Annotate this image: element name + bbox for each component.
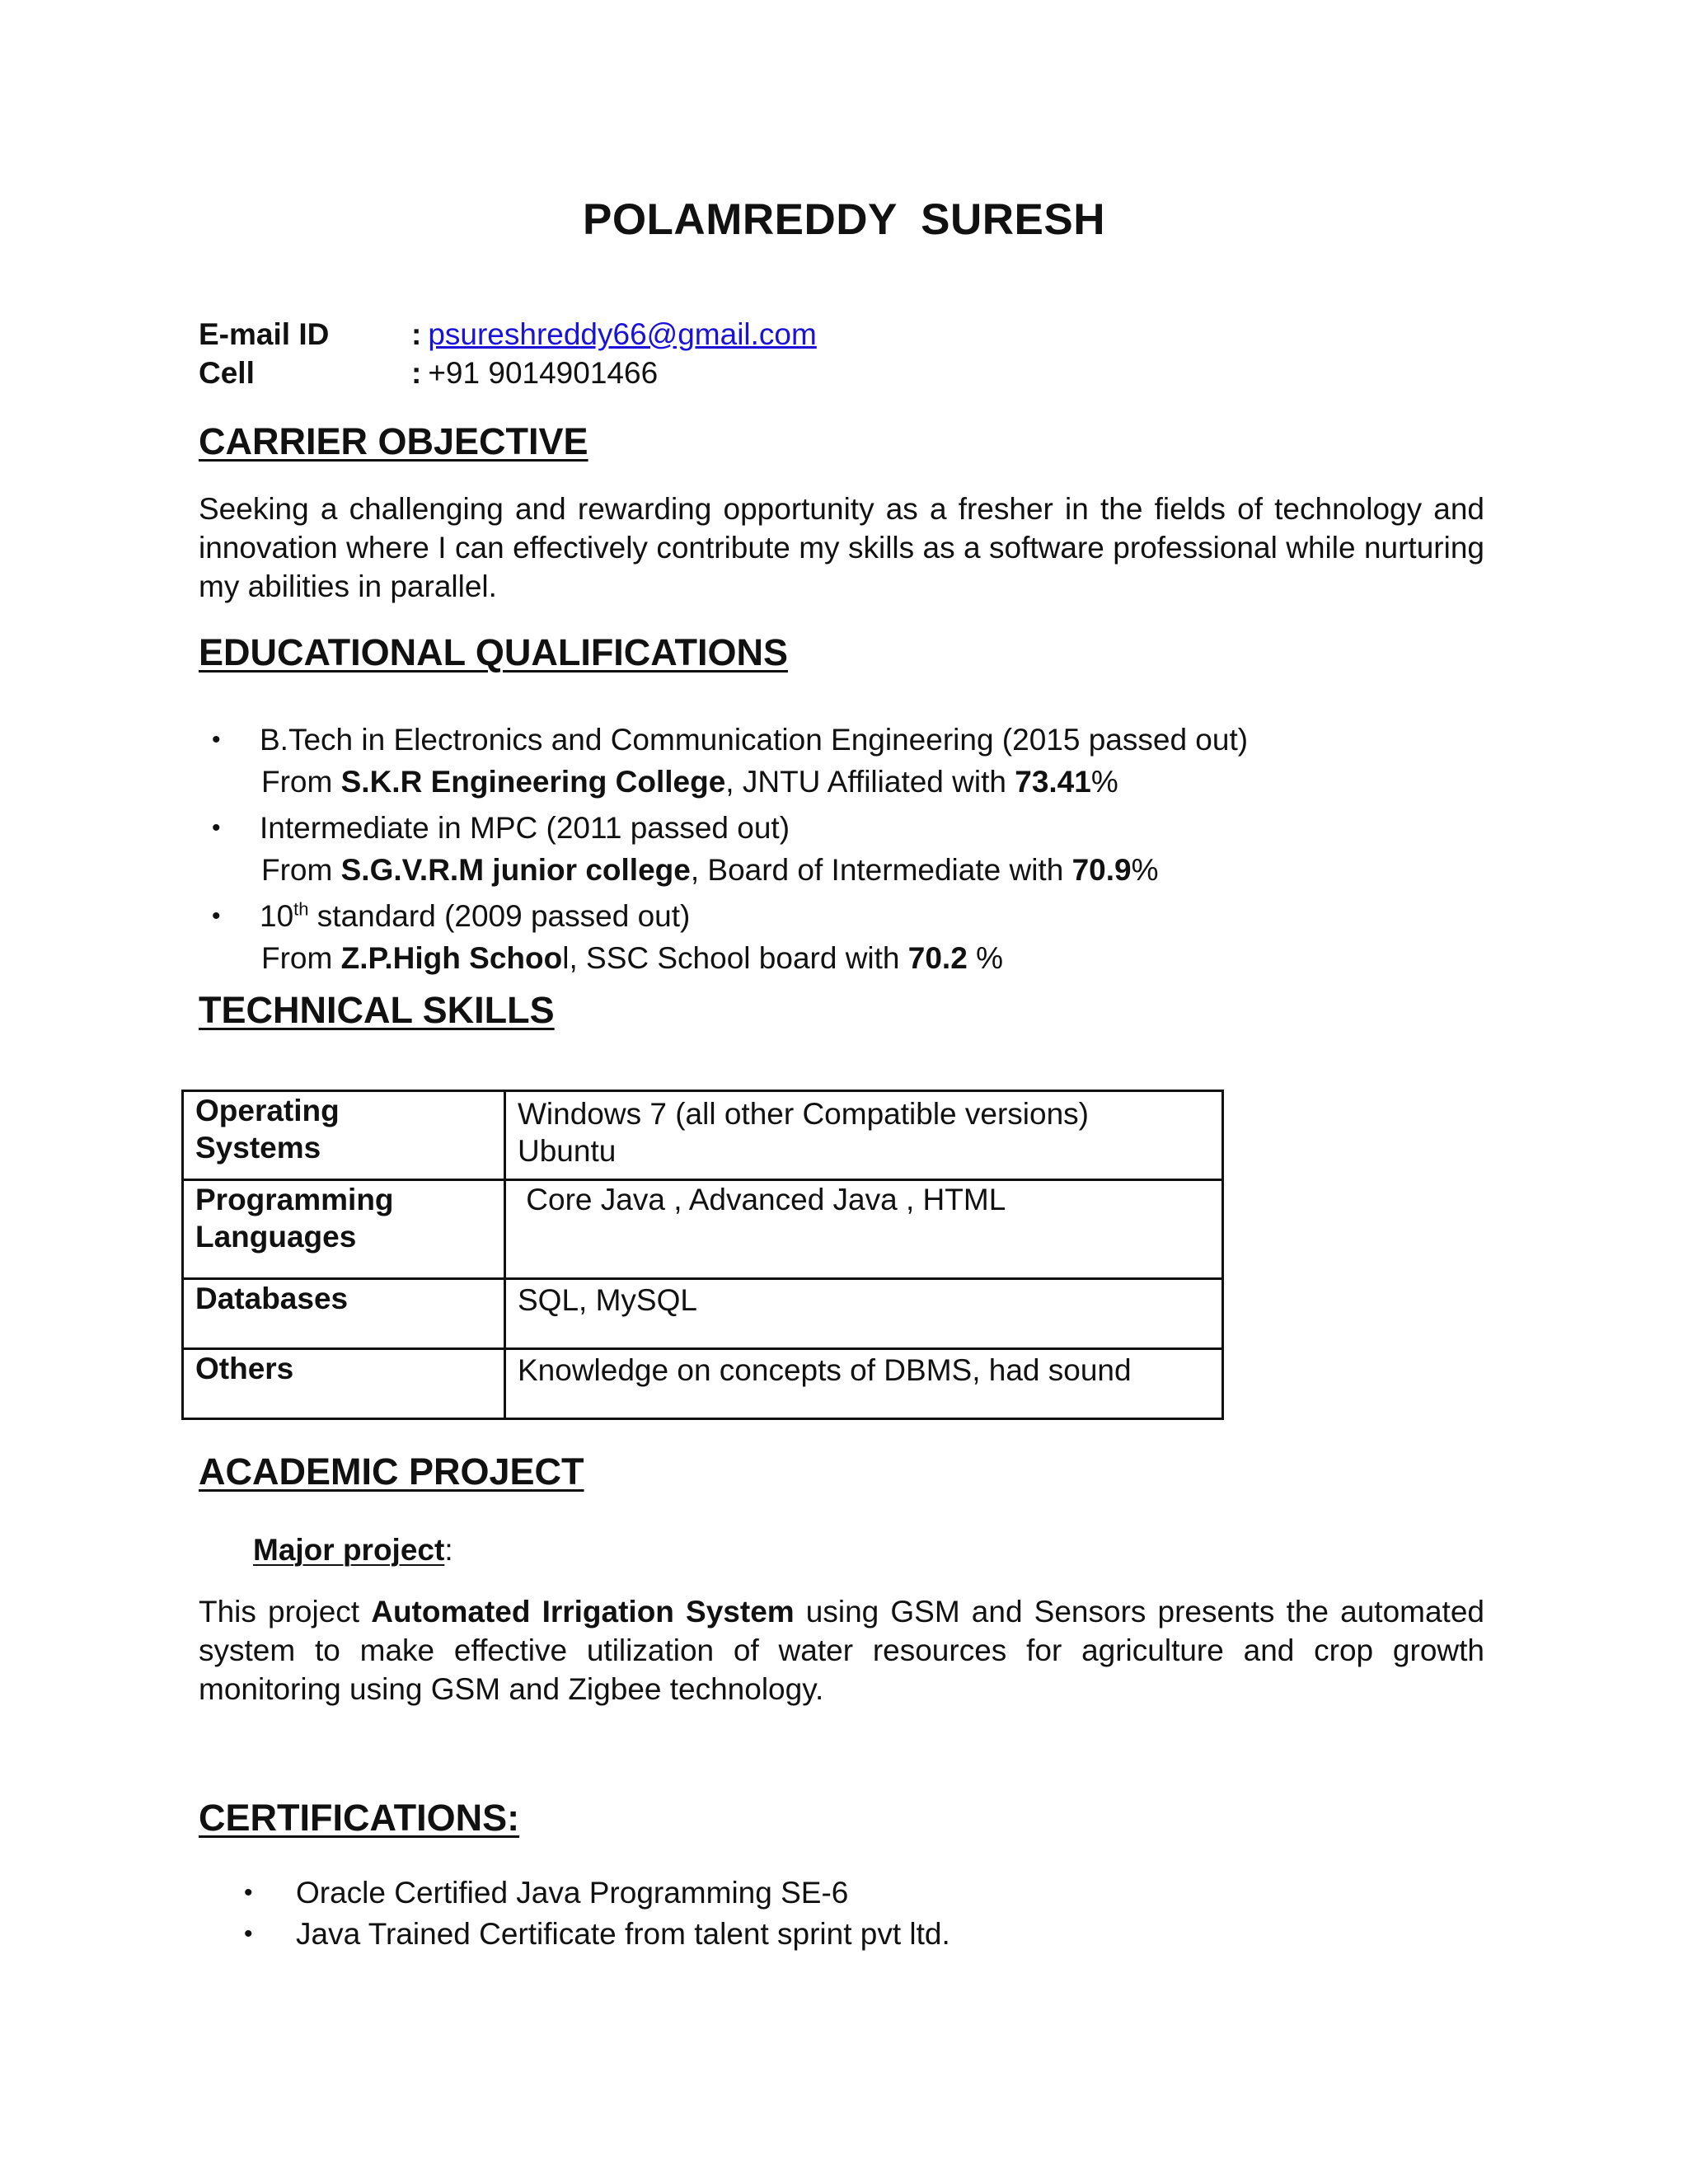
skills-key: Databases — [183, 1279, 505, 1349]
skills-key: Others — [183, 1349, 505, 1419]
education-institution-line: From S.G.V.R.M junior college, Board of Intermediate with 70.9% — [261, 853, 1159, 887]
project-title: Automated Irrigation System — [371, 1595, 795, 1629]
cell-value: +91 9014901466 — [428, 356, 659, 390]
list-item: • Java Trained Certificate from talent sprint pvt ltd. — [244, 1914, 950, 1955]
education-institution-line: From Z.P.High School, SSC School board with 70.2 % — [261, 941, 1003, 975]
skills-value: Knowledge on concepts of DBMS, had sound — [505, 1349, 1223, 1419]
education-score: 70.2 — [907, 941, 968, 975]
institution-name: S.K.R Engineering College — [340, 765, 726, 799]
table-row — [183, 1279, 1223, 1349]
table-row — [183, 1180, 1223, 1279]
cell-separator: : — [411, 356, 422, 390]
table-row — [183, 1091, 1223, 1180]
education-degree: Intermediate in MPC (2011 passed out) — [260, 811, 790, 845]
skills-value: SQL, MySQL — [505, 1279, 1223, 1349]
skills-table — [181, 1090, 1224, 1420]
skills-key: Operating Systems — [183, 1091, 505, 1180]
certifications-list — [244, 1872, 950, 1955]
education-item-10th — [199, 895, 1517, 979]
objective-text: Seeking a challenging and rewarding opportunity as a fresher in the fields of technology and innovation where I can effectively contribute my skills as a software professional while nurturing my abilities in parallel. — [199, 492, 1484, 603]
education-list — [199, 719, 1517, 983]
certifications-heading: CERTIFICATIONS: — [199, 1797, 520, 1839]
project-heading: ACADEMIC PROJECT — [199, 1451, 584, 1493]
skills-value: Windows 7 (all other Compatible versions) Ubuntu — [505, 1091, 1223, 1180]
objective-heading: CARRIER OBJECTIVE — [199, 420, 588, 462]
email-row — [199, 315, 817, 354]
education-institution-line: From S.K.R Engineering College, JNTU Affiliated with 73.41% — [261, 765, 1118, 799]
candidate-name: POLAMREDDY SURESH — [582, 195, 1106, 244]
education-score: 73.41 — [1015, 765, 1091, 799]
education-item-btech — [199, 719, 1517, 803]
project-description: This project Automated Irrigation System using GSM and Sensors presents the automated system to make effective utilization of water resources for agriculture and crop growth monitoring using GSM and Zigbee technology. — [199, 1595, 1484, 1706]
institution-name: Z.P.High Schoo — [340, 941, 563, 975]
skills-heading: TECHNICAL SKILLS — [199, 989, 555, 1031]
bullet-icon: • — [212, 902, 221, 930]
cell-label: Cell — [199, 356, 255, 390]
bullet-icon: • — [212, 814, 221, 841]
bullet-icon: • — [244, 1879, 253, 1906]
education-score: 70.9 — [1071, 853, 1132, 887]
institution-name: S.G.V.R.M junior college — [340, 853, 691, 887]
email-label: E-mail ID — [199, 317, 330, 351]
skills-key: Programming Languages — [183, 1180, 505, 1279]
bullet-icon: • — [244, 1920, 253, 1947]
education-degree: B.Tech in Electronics and Communication Engineering (2015 passed out) — [260, 723, 1249, 757]
list-item: • Oracle Certified Java Programming SE-6 — [244, 1872, 950, 1914]
email-link[interactable]: psureshreddy66@gmail.com — [428, 317, 817, 351]
skills-value: Core Java , Advanced Java , HTML — [505, 1180, 1223, 1279]
education-heading: EDUCATIONAL QUALIFICATIONS — [199, 631, 788, 673]
cell-row — [199, 354, 817, 392]
education-item-intermediate — [199, 807, 1517, 891]
project-subheading: Major project: — [253, 1533, 453, 1567]
email-separator: : — [411, 317, 422, 351]
contact-block — [199, 315, 817, 392]
table-row — [183, 1349, 1223, 1419]
education-degree: 10th standard (2009 passed out) — [260, 898, 691, 933]
bullet-icon: • — [212, 726, 221, 753]
